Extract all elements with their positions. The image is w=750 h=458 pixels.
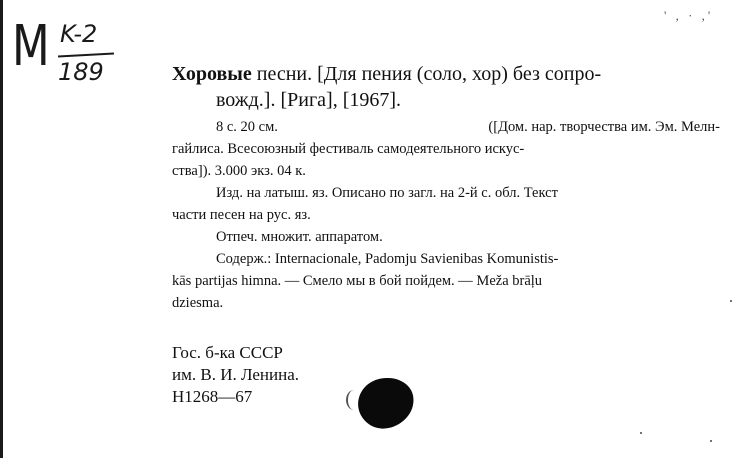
title-continuation: вожд.]. [Рига], [1967]. bbox=[216, 89, 402, 111]
title-text: песни. [Для пения (соло, хор) без сопро- bbox=[251, 63, 602, 85]
dust-speck bbox=[710, 440, 712, 442]
handwritten-underline bbox=[58, 53, 114, 58]
ink-blot bbox=[353, 373, 418, 434]
title-heading: Хоровые bbox=[172, 63, 252, 85]
series-note-line-2: гайлиса. Всесоюзный фестиваль самодеятельного искус- bbox=[172, 141, 525, 157]
dust-speck bbox=[730, 300, 732, 302]
note-language-line-2: части песен на рус. яз. bbox=[172, 207, 311, 223]
dust-speck bbox=[640, 432, 642, 434]
card-number: Н1268—67 bbox=[172, 387, 253, 406]
pagination-size: 8 с. 20 см. bbox=[216, 119, 278, 135]
title-line bbox=[172, 64, 720, 90]
card-left-edge bbox=[0, 0, 3, 458]
handwritten-shelf-code: K-2 bbox=[60, 20, 98, 48]
library-name: Гос. б-ка СССР bbox=[172, 343, 283, 362]
library-dedication: им. В. И. Ленина. bbox=[172, 365, 300, 384]
corner-pencil-marks: ' , · ,' bbox=[664, 8, 714, 23]
physical-description bbox=[172, 116, 720, 138]
note-print-method: Отпеч. множит. аппаратом. bbox=[216, 229, 383, 245]
contents-line-3: dziesma. bbox=[172, 295, 224, 311]
series-note-start: ([Дом. нар. творчества им. Эм. Мелн- bbox=[488, 119, 720, 135]
note-language-line-1: Изд. на латыш. яз. Описано по загл. на 2-й с. обл. Текст bbox=[216, 185, 558, 201]
series-note-line-3: ства]). 3.000 экз. 04 к. bbox=[172, 163, 306, 179]
bibliographic-entry bbox=[172, 64, 720, 314]
library-imprint bbox=[172, 342, 299, 408]
contents-line-2: kās partijas himna. — Смело мы в бой пойдем. — Meža brāļu bbox=[172, 273, 543, 289]
handwritten-number: 189 bbox=[58, 58, 104, 86]
contents-line-1: Содерж.: Internacionale, Padomju Savienibas Komunistis- bbox=[216, 251, 559, 267]
handwritten-letter: М bbox=[12, 14, 49, 79]
